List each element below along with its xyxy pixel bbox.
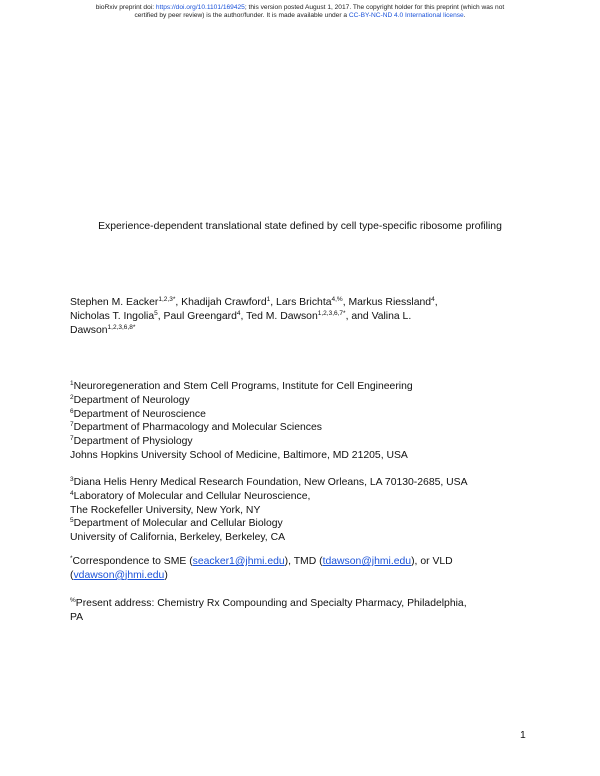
author-affil-sup: 1,2,3* <box>158 296 176 303</box>
header-license-text: certified by peer review) is the author/funder. It is made available under a <box>134 12 349 20</box>
affiliation-text: Johns Hopkins University School of Medicine, Baltimore, MD 21205, USA <box>70 449 408 461</box>
author-affil-sup: 1,2,3,6,7* <box>317 309 346 317</box>
affiliation-text: The Rockefeller University, New York, NY <box>70 504 261 516</box>
correspondence-text: ( <box>70 569 74 581</box>
author-sep: , and <box>345 310 372 322</box>
header-suffix: . <box>463 12 466 20</box>
present-address-text: Present address: Chemistry Rx Compounding and Specialty Pharmacy, Philadelphia, <box>75 598 467 609</box>
author-name: Paul Greengard <box>163 310 237 322</box>
author-name: Stephen M. Eacker <box>70 297 159 308</box>
author-sep: , <box>157 310 164 322</box>
author-sep: , <box>342 297 349 308</box>
affiliation-sup: 7 <box>70 435 74 443</box>
affiliations-other <box>70 476 550 545</box>
author-affil-sup: 1 <box>266 296 271 303</box>
affiliation-line <box>70 408 550 422</box>
affiliations-jhu <box>70 380 550 463</box>
header-line-2 <box>0 12 600 20</box>
correspondence-sup: * <box>70 555 73 562</box>
author-line-1 <box>70 296 540 310</box>
affiliation-line <box>70 394 550 408</box>
affiliation-text: Department of Physiology <box>73 436 193 448</box>
author-name: Ted M. Dawson <box>246 310 318 322</box>
correspondence-line-1 <box>70 555 540 569</box>
affiliation-sup: 3 <box>70 476 74 483</box>
email-link-tmd[interactable]: tdawson@jhmi.edu <box>322 556 412 567</box>
affiliation-sup: 7 <box>70 421 74 429</box>
author-name: Nicholas T. Ingolia <box>70 310 155 322</box>
affiliation-sup: 4 <box>70 489 74 497</box>
affiliation-text: Department of Neurology <box>73 394 190 406</box>
affiliation-line <box>70 531 550 545</box>
affiliation-text: Neuroregeneration and Stem Cell Programs, Institute for Cell Engineering <box>73 381 413 392</box>
author-affil-sup: 4,% <box>331 296 343 303</box>
present-address <box>70 597 540 625</box>
header-prefix: bioRxiv preprint doi: <box>95 4 156 11</box>
author-name: Markus Riessland <box>348 297 432 308</box>
page-number: 1 <box>520 730 526 741</box>
affiliation-line <box>70 449 550 463</box>
email-link-sme[interactable]: seacker1@jhmi.edu <box>192 556 285 567</box>
author-name: Khadijah Crawford <box>181 297 267 308</box>
header-posted-text: ; this version posted August 1, 2017. The copyright holder for this preprint (which was not <box>244 4 505 11</box>
author-affil-sup: 4 <box>236 309 241 317</box>
author-name: Dawson <box>70 324 108 336</box>
author-sep: , <box>175 297 182 308</box>
present-address-sup: % <box>70 597 76 604</box>
affiliation-sup: 5 <box>70 517 74 525</box>
affiliation-line <box>70 435 550 449</box>
affiliation-text: University of California, Berkeley, Berkeley, CA <box>70 532 286 544</box>
affiliation-line <box>70 517 550 531</box>
affiliation-line <box>70 490 550 504</box>
correspondence-text: ), TMD ( <box>284 556 323 567</box>
author-line-3 <box>70 324 540 338</box>
license-link[interactable]: CC-BY-NC-ND 4.0 International license <box>348 12 464 20</box>
affiliation-line <box>70 476 550 490</box>
affiliation-text: Department of Molecular and Cellular Biology <box>73 518 283 530</box>
affiliation-text: Laboratory of Molecular and Cellular Neuroscience, <box>73 490 311 502</box>
paper-title: Experience-dependent translational state defined by cell type-specific ribosome profiling <box>98 221 502 232</box>
author-sep: , <box>240 310 247 322</box>
author-affil-sup: 1,2,3,6,8* <box>107 323 136 331</box>
author-line-2 <box>70 310 540 324</box>
author-list <box>70 296 540 337</box>
header-line-1 <box>0 4 600 12</box>
affiliation-line <box>70 380 550 394</box>
doi-link[interactable]: https://doi.org/10.1101/169425 <box>155 4 245 11</box>
email-link-vld[interactable]: vdawson@jhmi.edu <box>73 569 165 581</box>
affiliation-line <box>70 421 550 435</box>
affiliation-text: Department of Pharmacology and Molecular Sciences <box>73 422 322 434</box>
affiliation-sup: 2 <box>70 393 74 401</box>
affiliation-sup: 6 <box>70 407 74 415</box>
correspondence-text: ), or VLD <box>411 556 453 567</box>
affiliation-text: Department of Neuroscience <box>73 408 206 420</box>
author-sep: , <box>270 297 277 308</box>
correspondence <box>70 555 540 583</box>
correspondence-line-2 <box>70 569 540 583</box>
author-affil-sup: 4 <box>431 296 435 303</box>
correspondence-text: ) <box>164 569 168 581</box>
affiliation-sup: 1 <box>70 380 74 387</box>
preprint-header <box>0 4 600 20</box>
present-address-line-2: PA <box>70 611 84 623</box>
author-sep: , <box>434 297 438 308</box>
correspondence-intro: Correspondence to SME ( <box>72 556 193 567</box>
author-affil-sup: 5 <box>154 309 158 317</box>
affiliation-text: Diana Helis Henry Medical Research Foundation, New Orleans, LA 70130-2685, USA <box>73 477 468 488</box>
author-name: Lars Brichta <box>276 297 332 308</box>
author-name: Valina L. <box>371 310 412 322</box>
present-address-line-1 <box>70 597 540 611</box>
affiliation-line <box>70 504 550 518</box>
